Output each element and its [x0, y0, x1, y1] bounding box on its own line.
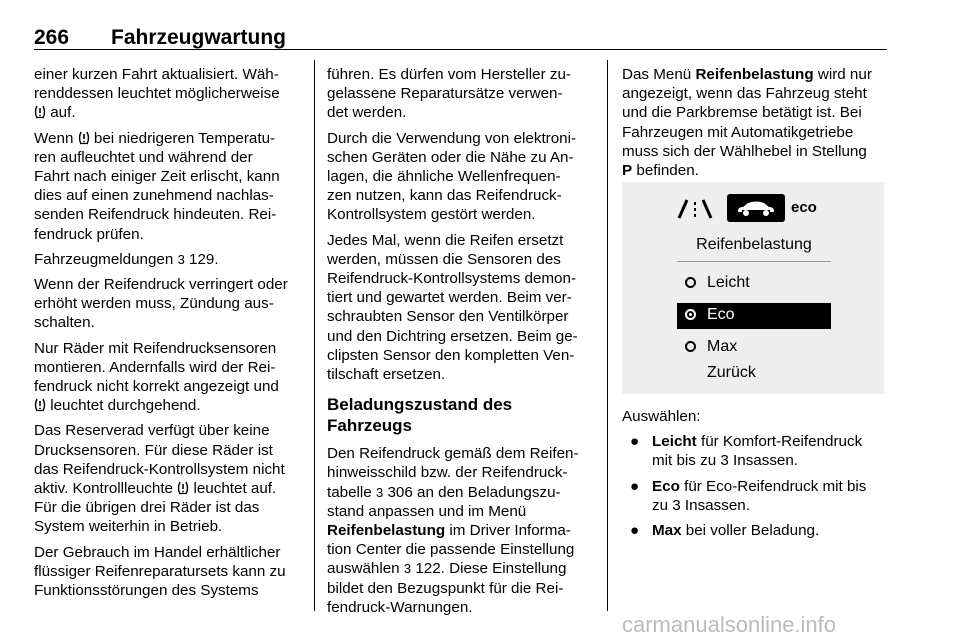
header-rule — [34, 49, 887, 50]
option-list — [622, 432, 887, 540]
text: Fahrt nach einiger Zeit erlischt, kann — [34, 168, 280, 186]
tire-pressure-warning-icon — [177, 481, 189, 495]
select-label: Auswählen: — [622, 408, 701, 425]
option-label: Eco — [707, 306, 735, 323]
text: fendruck nicht korrekt angezeigt und — [34, 378, 279, 396]
text: det werden. — [327, 104, 407, 122]
text: Funktionsstörungen des Systems — [34, 582, 259, 600]
option-label: Max — [707, 338, 738, 355]
text: tabelle — [327, 483, 372, 501]
paragraph — [327, 444, 597, 617]
bullet-icon: ● — [630, 433, 640, 451]
page-reference[interactable]: 306 an den Beladungszu- — [387, 483, 561, 501]
text: für Eco-Reifendruck mit bis — [684, 477, 867, 495]
text: aktiv. Kontrollleuchte — [34, 480, 174, 498]
text: Der Gebrauch im Handel erhältlicher — [34, 543, 281, 561]
text: Den Reifendruck gemäß dem Reifen- — [327, 445, 579, 463]
tire-pressure-warning-icon — [34, 105, 46, 119]
bullet-icon: ● — [630, 522, 640, 540]
chapter-title: Fahrzeugwartung — [111, 26, 287, 49]
text: Durch die Verwendung von elektroni- — [327, 129, 577, 147]
text: für Komfort-Reifendruck — [700, 433, 863, 451]
text: führen. Es dürfen vom Hersteller zu- — [327, 66, 571, 83]
text: Jedes Mal, wenn die Reifen ersetzt — [327, 231, 564, 249]
text: Für die übrigen drei Räder ist das — [34, 499, 260, 517]
road-icon — [677, 198, 721, 220]
text: System weiterhin in Betrieb. — [34, 518, 223, 536]
text: Nur Räder mit Reifendrucksensoren — [34, 339, 277, 357]
text: Fahrzeugen mit Automatikgetriebe — [622, 123, 854, 141]
paragraph — [34, 250, 302, 269]
text: senden Reifendruck hindeuten. Rei- — [34, 206, 277, 224]
option-eco[interactable] — [677, 303, 831, 329]
text: auswählen — [327, 560, 400, 578]
paragraph — [622, 65, 887, 180]
text: bei voller Beladung. — [685, 522, 820, 540]
text: zen nutzen, kann das Reifendruck- — [327, 187, 562, 205]
column-divider — [314, 60, 315, 611]
paragraph — [34, 275, 302, 333]
text: stand anpassen und im Menü — [327, 502, 527, 520]
text: und den Dichtring ersetzen. Beim ge- — [327, 327, 578, 345]
column-2 — [327, 65, 597, 623]
text: fendruck-Warnungen. — [327, 598, 473, 616]
option-name: Max — [652, 522, 682, 540]
display-divider — [677, 261, 831, 262]
bullet-icon: ● — [630, 477, 640, 495]
page-number: 266 — [34, 26, 70, 49]
text: Wenn — [34, 129, 74, 147]
text: wird nur — [817, 66, 872, 83]
text: lagen, die ähnliche Wellenfrequen- — [327, 168, 561, 186]
paragraph — [34, 65, 302, 123]
paragraph — [327, 231, 597, 385]
eco-label: eco — [791, 199, 817, 216]
option-max[interactable] — [677, 335, 831, 361]
list-item — [622, 477, 887, 515]
menu-name: Reifenbelastung — [695, 66, 814, 83]
text: erhöht werden muss, Zündung aus- — [34, 295, 274, 313]
text: leuchtet durchgehend. — [50, 397, 201, 415]
page-reference[interactable]: 122. Diese Einstellung — [415, 560, 567, 578]
display-screen — [677, 190, 831, 386]
cross-reference-arrow-icon: 3 — [403, 561, 412, 577]
text: mit bis zu 3 Insassen. — [652, 452, 799, 470]
text: ren aufleuchtet und während der — [34, 148, 253, 166]
text: tiert und gewartet werden. Beim ver- — [327, 289, 572, 307]
text: angezeigt, wenn das Fahrzeug steht — [622, 85, 867, 103]
text: gelassene Reparatursätze verwen- — [327, 85, 563, 103]
text: Fahrzeugmeldungen — [34, 250, 174, 268]
text: dies auf einen zunehmend nachlas- — [34, 187, 274, 205]
text: montieren. Andernfalls wird der Rei- — [34, 358, 276, 376]
paragraph — [34, 421, 302, 536]
radio-selected-icon — [685, 309, 696, 320]
tire-pressure-warning-icon — [78, 131, 90, 145]
car-load-tab — [727, 194, 785, 222]
text: renddessen leuchtet möglicherweise — [34, 85, 280, 103]
text: das Reifendruck-Kontrollsystem nicht — [34, 460, 285, 478]
page-reference[interactable]: 129. — [189, 250, 219, 268]
column-divider — [607, 60, 608, 611]
cross-reference-arrow-icon: 3 — [376, 484, 384, 500]
radio-icon — [685, 341, 696, 352]
column-1 — [34, 65, 302, 606]
text: Wenn der Reifendruck verringert oder — [34, 276, 288, 294]
text: Fahrzeugs — [327, 416, 413, 436]
column-3-lower — [622, 407, 887, 546]
text: hinweisschild bzw. der Reifendruck- — [327, 464, 568, 482]
section-heading — [327, 394, 597, 436]
text: tion Center die passende Einstellung — [327, 541, 575, 559]
text: fendruck prüfen. — [34, 225, 144, 243]
text: Drucksensoren. Für diese Räder ist — [34, 441, 273, 459]
list-item — [622, 432, 887, 470]
text: bei niedrigeren Temperatu- — [93, 129, 276, 147]
paragraph — [34, 543, 302, 601]
menu-name: Reifenbelastung — [327, 522, 446, 540]
gear-position: P — [622, 162, 633, 180]
display-icon-bar — [677, 194, 831, 222]
text: schalten. — [34, 314, 95, 332]
text: zu 3 Insassen. — [652, 496, 750, 514]
list-item — [622, 521, 887, 540]
paragraph — [34, 339, 302, 416]
text: clipsten Sensor den kompletten Ven- — [327, 346, 575, 364]
dic-display-illustration — [622, 182, 884, 394]
cross-reference-arrow-icon: 3 — [177, 251, 185, 267]
text: im Driver Informa- — [449, 522, 571, 540]
text: auf. — [50, 104, 76, 122]
text: leuchtet auf. — [193, 480, 277, 498]
text: werden, müssen die Sensoren des — [327, 250, 561, 268]
text: einer kurzen Fahrt aktualisiert. Wäh- — [34, 66, 279, 83]
text: schraubten Sensor den Ventilkörper — [327, 308, 569, 326]
paragraph — [34, 129, 302, 244]
text: Das Menü — [622, 66, 692, 83]
text: Das Reserverad verfügt über keine — [34, 422, 270, 440]
paragraph — [327, 65, 597, 123]
text: Reifendruck-Kontrollsystems demon- — [327, 270, 576, 288]
text: tilschaft ersetzen. — [327, 366, 446, 384]
tire-pressure-warning-icon — [34, 398, 46, 412]
option-leicht[interactable] — [677, 271, 831, 297]
car-icon — [735, 199, 777, 217]
watermark: carmanualsonline.info — [622, 612, 837, 637]
paragraph — [327, 129, 597, 225]
option-name: Leicht — [652, 433, 697, 451]
text: befinden. — [636, 162, 699, 180]
column-3 — [622, 65, 887, 186]
radio-icon — [685, 277, 696, 288]
text: und die Parkbremse betätigt ist. Bei — [622, 104, 862, 122]
text: bildet den Bezugspunkt für die Rei- — [327, 579, 564, 597]
page-header — [34, 0, 887, 50]
text: Beladungszustand des — [327, 395, 513, 415]
text: muss sich der Wählhebel in Stellung — [622, 142, 867, 160]
text: schen Geräten oder die Nähe zu An- — [327, 148, 574, 166]
option-label: Leicht — [707, 274, 750, 291]
text: flüssiger Reifenreparatursets kann zu — [34, 562, 286, 580]
display-menu-title: Reifenbelastung — [696, 236, 812, 253]
text: Kontrollsystem gestört werden. — [327, 206, 536, 224]
back-option[interactable]: Zurück — [707, 364, 756, 381]
option-name: Eco — [652, 477, 680, 495]
